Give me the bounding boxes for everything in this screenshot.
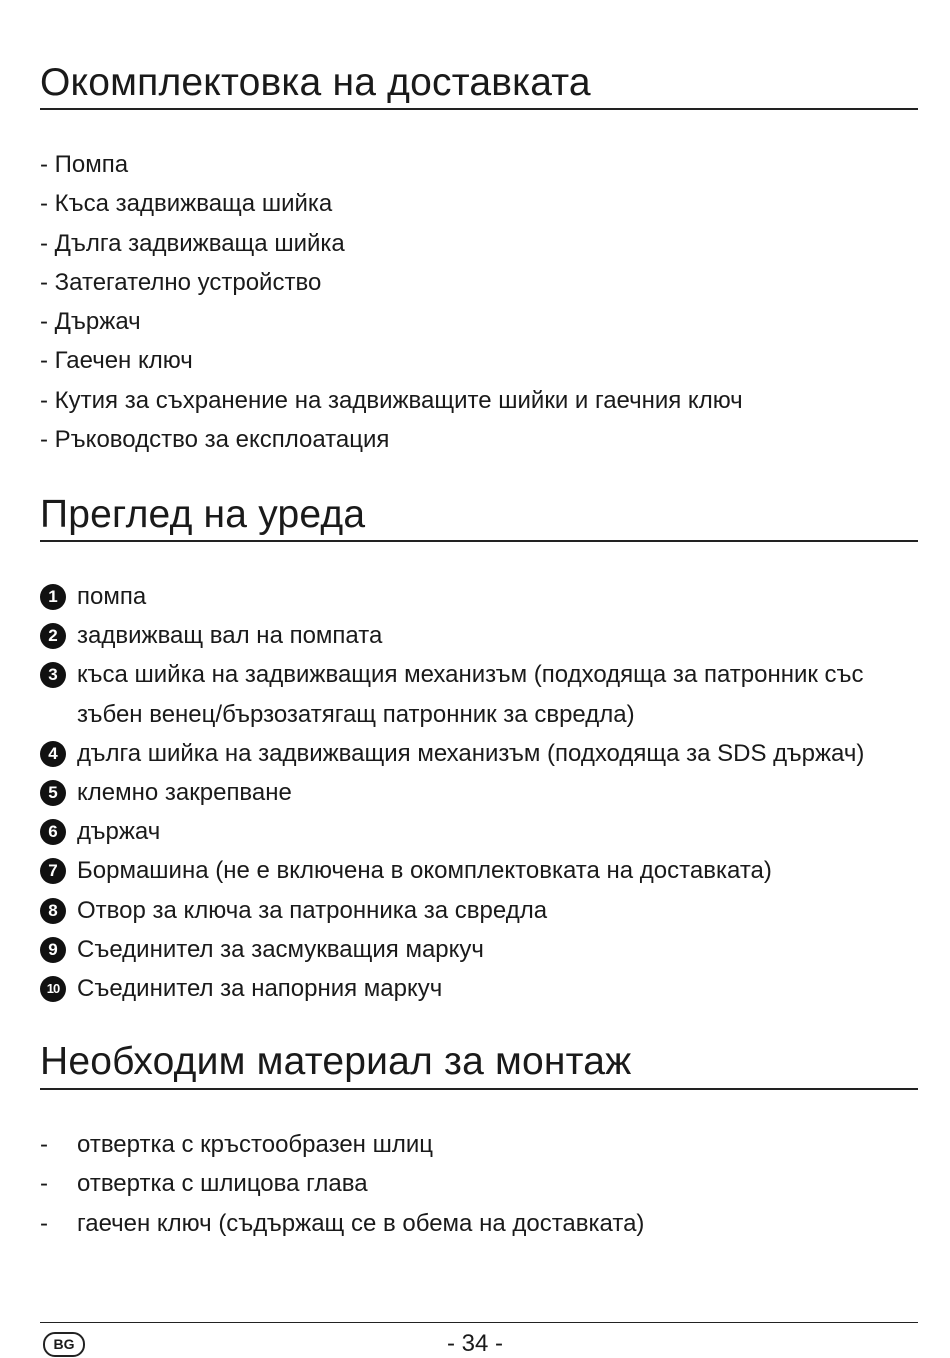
number-badge-10: 10	[40, 976, 66, 1002]
language-badge: BG	[43, 1332, 85, 1357]
section-title-materials: Необходим материал за монтаж	[40, 1040, 632, 1083]
item-text: Отвор за ключа за патронника за свредла	[77, 896, 548, 924]
list-item	[40, 1204, 644, 1243]
item-text: отвертка с шлицова глава	[77, 1170, 368, 1198]
list-item	[40, 577, 918, 616]
bullet-dash: -	[40, 1170, 48, 1198]
list-item	[40, 616, 918, 655]
list-item: - Къса задвижваща шийка	[40, 190, 333, 218]
item-text: гаечен ключ (съдържащ се в обема на доставката)	[77, 1209, 645, 1237]
list-item: - Ръководство за експлоатация	[40, 426, 390, 454]
footer-divider	[40, 1322, 918, 1323]
section-divider	[40, 108, 918, 110]
page-number: - 34 -	[446, 1330, 503, 1357]
list-item	[40, 1164, 644, 1203]
list-item	[40, 891, 918, 930]
item-text: задвижващ вал на помпата	[77, 622, 383, 650]
list-item: - Кутия за съхранение на задвижващите шийки и гаечния ключ	[40, 386, 743, 414]
number-badge-3: 3	[40, 662, 66, 688]
list-item	[40, 930, 918, 969]
list-item: - Помпа	[40, 151, 129, 178]
list-item	[40, 734, 918, 773]
section-divider	[40, 1088, 918, 1090]
item-text: Бормашина (не е включена в окомплектовката на доставката)	[77, 857, 772, 885]
item-text: отвертка с кръстообразен шлиц	[77, 1131, 434, 1158]
section-title-overview: Преглед на уреда	[40, 493, 366, 536]
number-badge-5: 5	[40, 780, 66, 806]
overview-list	[40, 577, 918, 1008]
list-item: - Затегателно устройство	[40, 268, 322, 296]
item-text: Съединител за напорния маркуч	[77, 975, 443, 1003]
item-text: къса шийка на задвижващия механизъм (подходяща за патронник със зъбен венец/бързозатягащ патронник за свредла)	[77, 661, 864, 728]
list-item: - Държач	[40, 308, 141, 336]
list-item	[40, 851, 918, 890]
number-badge-8: 8	[40, 898, 66, 924]
item-text: клемно закрепване	[77, 779, 292, 807]
section-title-delivery: Окомплектовка на доставката	[40, 61, 591, 104]
item-text: дълга шийка на задвижващия механизъм (подходяща за SDS държач)	[77, 739, 865, 767]
item-text: Съединител за засмукващия маркуч	[77, 935, 484, 963]
list-item: - Гаечен ключ	[40, 347, 193, 375]
number-badge-6: 6	[40, 819, 66, 845]
section-divider	[40, 540, 918, 542]
delivery-list	[40, 145, 743, 459]
item-text: държач	[77, 818, 161, 846]
bullet-dash: -	[40, 1209, 48, 1237]
list-item	[40, 655, 918, 733]
list-item: - Дълга задвижваща шийка	[40, 229, 345, 257]
item-text: помпа	[77, 583, 147, 610]
number-badge-1: 1	[40, 584, 66, 610]
number-badge-9: 9	[40, 937, 66, 963]
bullet-dash: -	[40, 1131, 48, 1158]
number-badge-2: 2	[40, 623, 66, 649]
list-item	[40, 812, 918, 851]
number-badge-4: 4	[40, 741, 66, 767]
materials-list	[40, 1125, 644, 1243]
number-badge-7: 7	[40, 858, 66, 884]
list-item	[40, 969, 918, 1008]
list-item	[40, 773, 918, 812]
list-item	[40, 1125, 644, 1164]
